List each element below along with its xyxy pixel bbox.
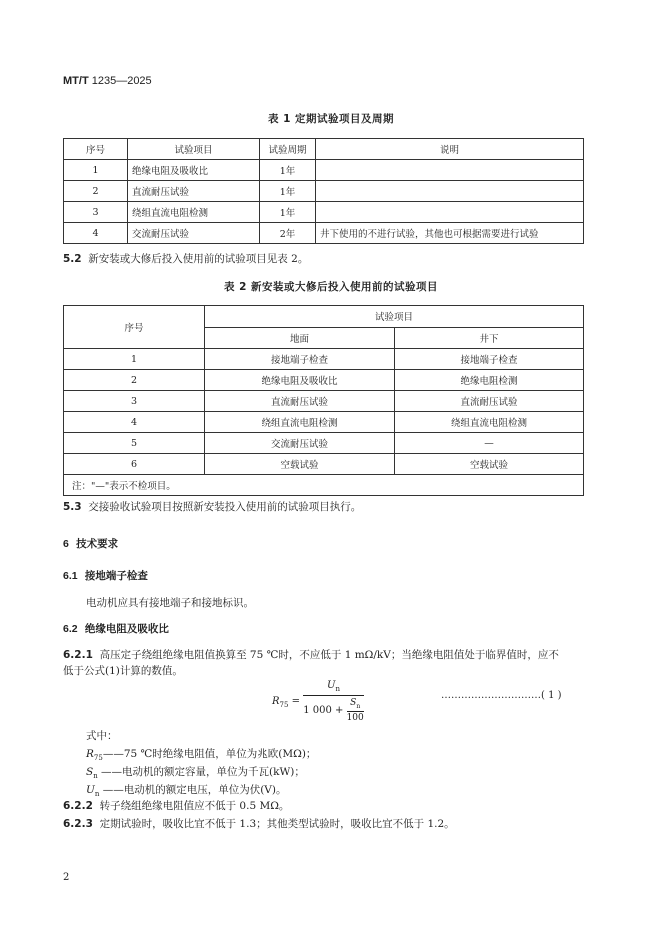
cell-ground: 绕组直流电阻检测 [205,412,395,433]
cell-ground: 交流耐压试验 [205,433,395,454]
cell-ground: 直流耐压试验 [205,391,395,412]
header-item: 试验项目 [128,139,260,160]
table2-caption: 表 2 新安装或大修后投入使用前的试验项目 [223,281,439,293]
table-row [64,412,584,433]
formula-denominator [303,696,364,723]
cell-seq: 4 [64,412,205,433]
cell-seq: 6 [64,454,205,475]
section-number: 6.2 [63,623,78,635]
table2 [63,305,584,496]
cell-seq: 3 [64,202,128,223]
cell-period: 1年 [260,181,316,202]
page-number: 2 [63,872,70,883]
clause-number: 5.3 [63,501,82,513]
cell-item: 直流耐压试验 [128,181,260,202]
cell-underground: 接地端子检查 [395,349,584,370]
section-title: 绝缘电阻及吸收比 [84,623,169,635]
header-ground: 地面 [205,327,395,349]
cell-item: 绕组直流电阻检测 [128,202,260,223]
inner-numerator [347,698,364,712]
table-note-row [64,475,584,496]
cell-period: 1年 [260,160,316,181]
clause-text: 新安装或大修后投入使用前的试验项目见表 2。 [88,253,309,265]
clause-text: 定期试验时，吸收比宜不低于 1.3；其他类型试验时，吸收比宜不低于 1.2。 [99,818,455,830]
standard-number: 1235—2025 [88,75,152,87]
symbol-sub: n [94,790,100,799]
clause-number: 6.2.2 [63,800,93,812]
symbol: U [86,784,95,796]
table-header-row [64,139,584,160]
section-title: 技术要求 [76,538,119,550]
clause-number: 5.2 [63,253,82,265]
cell-desc: 井下使用的不进行试验，其他也可根据需要进行试验 [316,223,584,244]
table-note: 注："—"表示不检项目。 [64,475,584,496]
section-number: 6.1 [63,570,78,582]
clause-text: 交接验收试验项目按照新安装投入使用前的试验项目执行。 [88,501,362,513]
definition: ——电动机的额定电压，单位为伏(V)。 [99,784,287,796]
cell-seq: 5 [64,433,205,454]
cell-seq: 1 [64,349,205,370]
header-seq: 序号 [64,306,205,349]
standard-prefix: MT/T [63,75,89,87]
table1-caption: 表 1 定期试验项目及周期 [267,113,395,125]
cell-item: 绝缘电阻及吸收比 [128,160,260,181]
clause-text: 转子绕组绝缘电阻值应不低于 0.5 MΩ。 [99,800,290,812]
denominator-prefix: 1 000 + [303,704,347,716]
paragraph-6-2-1-line1 [63,647,559,663]
formula-1 [272,680,364,723]
inner-top-symbol: S [350,698,357,708]
definition: ——75 ℃时绝缘电阻值，单位为兆欧(MΩ)； [102,748,317,760]
formula-ref: …………………………( 1 ) [441,690,562,701]
cell-seq: 2 [64,370,205,391]
cell-desc [316,202,584,223]
table-row [64,223,584,244]
cell-ground: 接地端子检查 [205,349,395,370]
inner-denominator: 100 [346,712,364,723]
cell-underground: 空载试验 [395,454,584,475]
table-row [64,349,584,370]
clause-number: 6.2.3 [63,818,93,830]
numerator-symbol: U [327,680,336,691]
section-6-1-heading [63,568,148,584]
paragraph-6-2-3 [63,816,455,832]
cell-seq: 3 [64,391,205,412]
table-row [64,454,584,475]
inner-fraction [347,698,364,723]
cell-period: 2年 [260,223,316,244]
table-row [64,391,584,412]
cell-underground: 绕组直流电阻检测 [395,412,584,433]
symbol: R [86,748,94,760]
table-row [64,370,584,391]
header-desc: 说明 [316,139,584,160]
table-row [64,433,584,454]
header-period: 试验周期 [260,139,316,160]
cell-seq: 4 [64,223,128,244]
cell-ground: 绝缘电阻及吸收比 [205,370,395,391]
formula-lhs: R [272,695,280,707]
clause-number: 6.2.1 [63,649,93,661]
header-underground: 井下 [395,327,584,349]
cell-item: 交流耐压试验 [128,223,260,244]
paragraph-6-2-1-line2: 低于公式(1)计算的数值。 [63,665,183,677]
section-6-2-heading [63,621,169,637]
formula-fraction [303,680,364,723]
cell-underground: — [395,433,584,454]
cell-desc [316,160,584,181]
section-number: 6 [63,538,69,550]
table-row [64,160,584,181]
cell-underground: 绝缘电阻检测 [395,370,584,391]
cell-seq: 2 [64,181,128,202]
formula-numerator [303,680,364,696]
cell-ground: 空载试验 [205,454,395,475]
numerator-sub: n [335,685,340,693]
definition: ——电动机的额定容量，单位为千瓦(kW)； [97,766,305,778]
formula-lhs-sub: 75 [279,700,289,709]
document-code [63,75,152,87]
where-intro: 式中： [86,730,118,742]
clause-text: 高压定子绕组绝缘电阻值换算至 75 ℃时，不应低于 1 mΩ/kV；当绝缘电阻值处于临界值时，应不 [99,649,559,661]
symbol: S [86,766,94,778]
table-header-row [64,306,584,328]
cell-period: 1年 [260,202,316,223]
section-6-1-body: 电动机应具有接地端子和接地标识。 [86,597,254,609]
cell-underground: 直流耐压试验 [395,391,584,412]
symbol-sub: n [93,772,98,781]
cell-seq: 1 [64,160,128,181]
paragraph-6-2-2 [63,798,289,814]
header-seq: 序号 [64,139,128,160]
symbol-sub: 75 [93,754,103,763]
formula-eq: = [288,695,304,707]
section-6-heading [63,536,118,552]
header-items: 试验项目 [205,306,584,328]
section-title: 接地端子检查 [84,570,148,582]
paragraph-5-3 [63,499,361,515]
cell-desc [316,181,584,202]
table-row [64,181,584,202]
table1 [63,138,584,244]
inner-top-sub: n [356,702,361,710]
paragraph-5-2 [63,251,308,267]
table-row [64,202,584,223]
